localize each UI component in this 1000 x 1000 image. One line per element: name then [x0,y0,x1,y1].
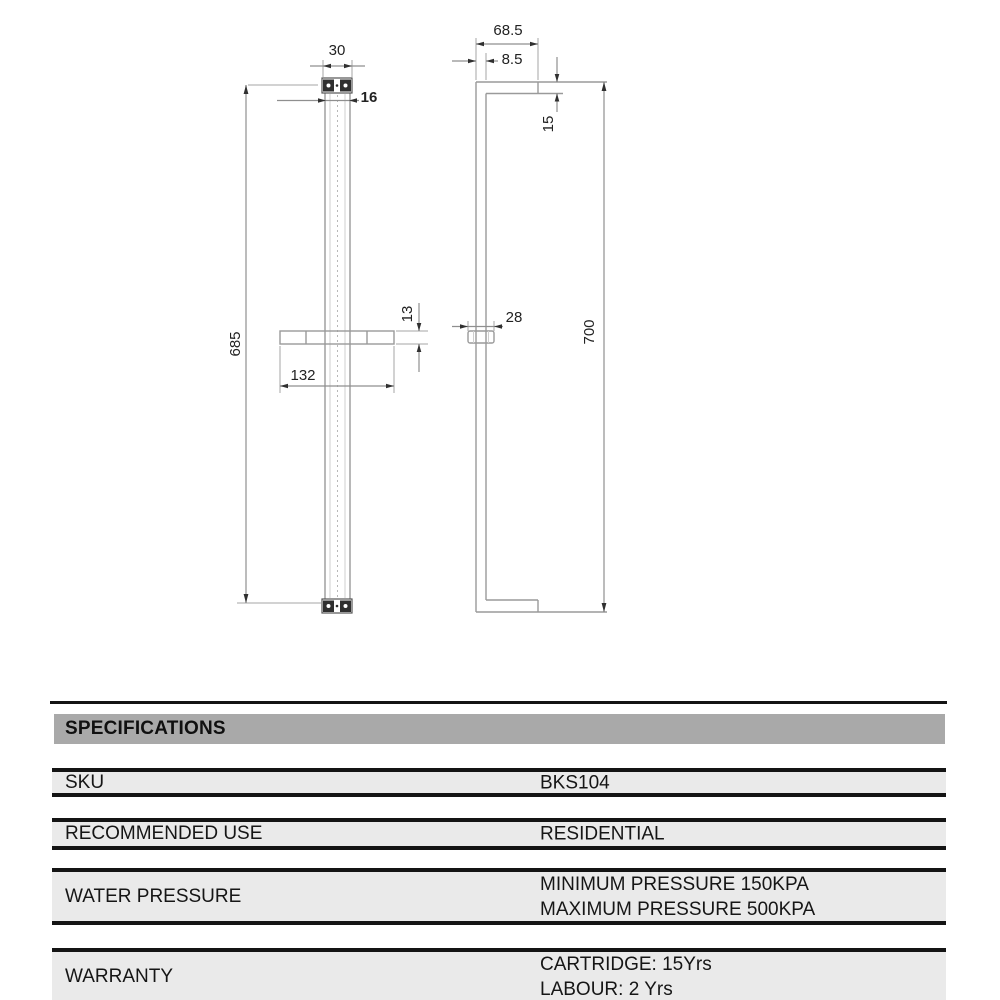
spec-row-water-pressure [52,868,946,925]
front-slider-bar [280,331,394,344]
dim-side-height-label: 700 [580,319,598,345]
spec-row-sku [52,768,946,797]
dim-rail-thickness [452,51,522,80]
water-pressure-min: MINIMUM PRESSURE 150KPA [540,873,809,895]
recommended-use-value: RESIDENTIAL [540,823,665,845]
dim-arm-height-label: 15 [539,115,557,133]
dim-slider-length-label: 132 [290,367,316,384]
warranty-cartridge: CARTRIDGE: 15Yrs [540,954,712,975]
dim-bracket-width-label: 16 [360,89,378,106]
warranty-labour: LABOUR: 2 Yrs [540,979,673,1000]
specifications-title: SPECIFICATIONS [65,718,226,739]
dim-slider-length [280,346,394,393]
dim-side-height [581,82,606,612]
front-view [227,42,428,613]
dim-rail-thickness-label: 8.5 [501,51,523,68]
side-slider-block [468,331,494,343]
dim-arm-height [540,57,559,132]
dim-slider-depth-label: 28 [505,309,523,326]
front-bottom-bracket [322,599,352,613]
specifications-header [54,714,945,744]
spec-row-recommended-use [52,818,946,850]
dim-slider-height [396,303,428,372]
dim-front-height-label: 685 [226,331,244,357]
warranty-label: WARRANTY [65,966,174,987]
front-top-bracket [322,78,352,93]
sku-value: BKS104 [540,772,610,793]
water-pressure-label: WATER PRESSURE [65,885,242,907]
water-pressure-max: MAXIMUM PRESSURE 500KPA [540,898,816,920]
dim-slider-depth [452,309,522,331]
recommended-use-label: RECOMMENDED USE [65,823,263,844]
dim-rail-width [310,42,365,77]
dim-slider-height-label: 13 [398,305,416,323]
table-top-rule [50,701,947,704]
side-view [452,22,607,612]
dim-depth-label: 68.5 [493,22,523,39]
spec-row-warranty [52,948,946,1000]
dim-rail-width-label: 30 [328,42,346,59]
sku-label: SKU [65,771,105,793]
